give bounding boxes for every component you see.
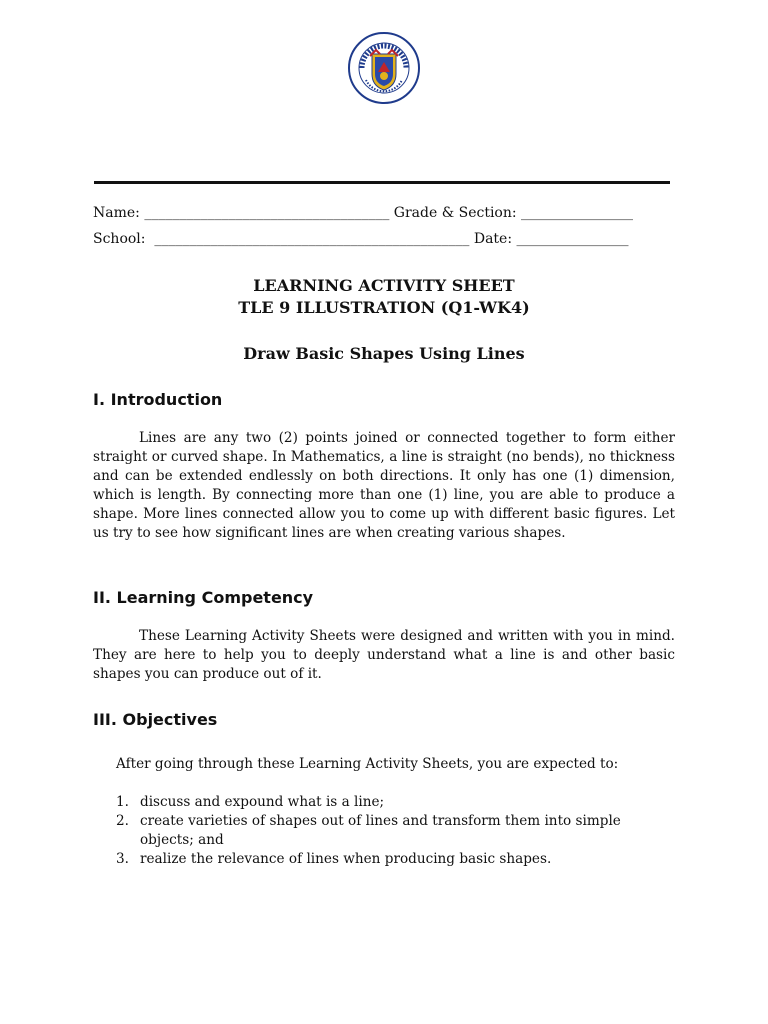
objectives-list xyxy=(116,793,676,869)
list-item: 3. realize the relevance of lines when producing basic shapes. xyxy=(116,850,552,867)
introduction-paragraph xyxy=(93,429,675,542)
competency-text: These Learning Activity Sheets were designed and written with you in mind. They are here to help you to deeply understand what a line is and other basic shapes you can produce out of it. xyxy=(93,628,675,682)
name-grade-line: Name: ___________________________________ Grade & Section: ________________ xyxy=(93,205,634,221)
objectives-heading: III. Objectives xyxy=(93,710,218,729)
introduction-heading: I. Introduction xyxy=(93,390,223,409)
header-divider xyxy=(94,181,670,184)
objectives-intro: After going through these Learning Activity Sheets, you are expected to: xyxy=(116,756,619,772)
sheet-course: TLE 9 ILLUSTRATION (Q1-WK4) xyxy=(238,298,530,317)
deped-seal-logo xyxy=(344,30,424,106)
school-date-line: School: _____________________________________________ Date: ________________ xyxy=(93,231,629,247)
competency-paragraph xyxy=(93,627,675,684)
sheet-title: LEARNING ACTIVITY SHEET xyxy=(253,276,515,295)
introduction-text: Lines are any two (2) points joined or connected together to form either straight or curved shape. In Mathematics, a line is straight (no bends), no thickness and can be extended endlessly on both directions. It only has one (1) dimension, which is length. By connecting more than one (1) line, you are able to produce a shape. More lines connected allow you to come up with different basic figures. Let us try to see how significant lines are when creating various shapes. xyxy=(93,430,675,541)
list-item: 1. discuss and expound what is a line; xyxy=(116,794,385,810)
sheet-subtitle: Draw Basic Shapes Using Lines xyxy=(243,344,525,363)
list-item: 2. create varieties of shapes out of lines and transform them into simple objects; and xyxy=(116,812,621,848)
competency-heading: II. Learning Competency xyxy=(93,588,314,607)
